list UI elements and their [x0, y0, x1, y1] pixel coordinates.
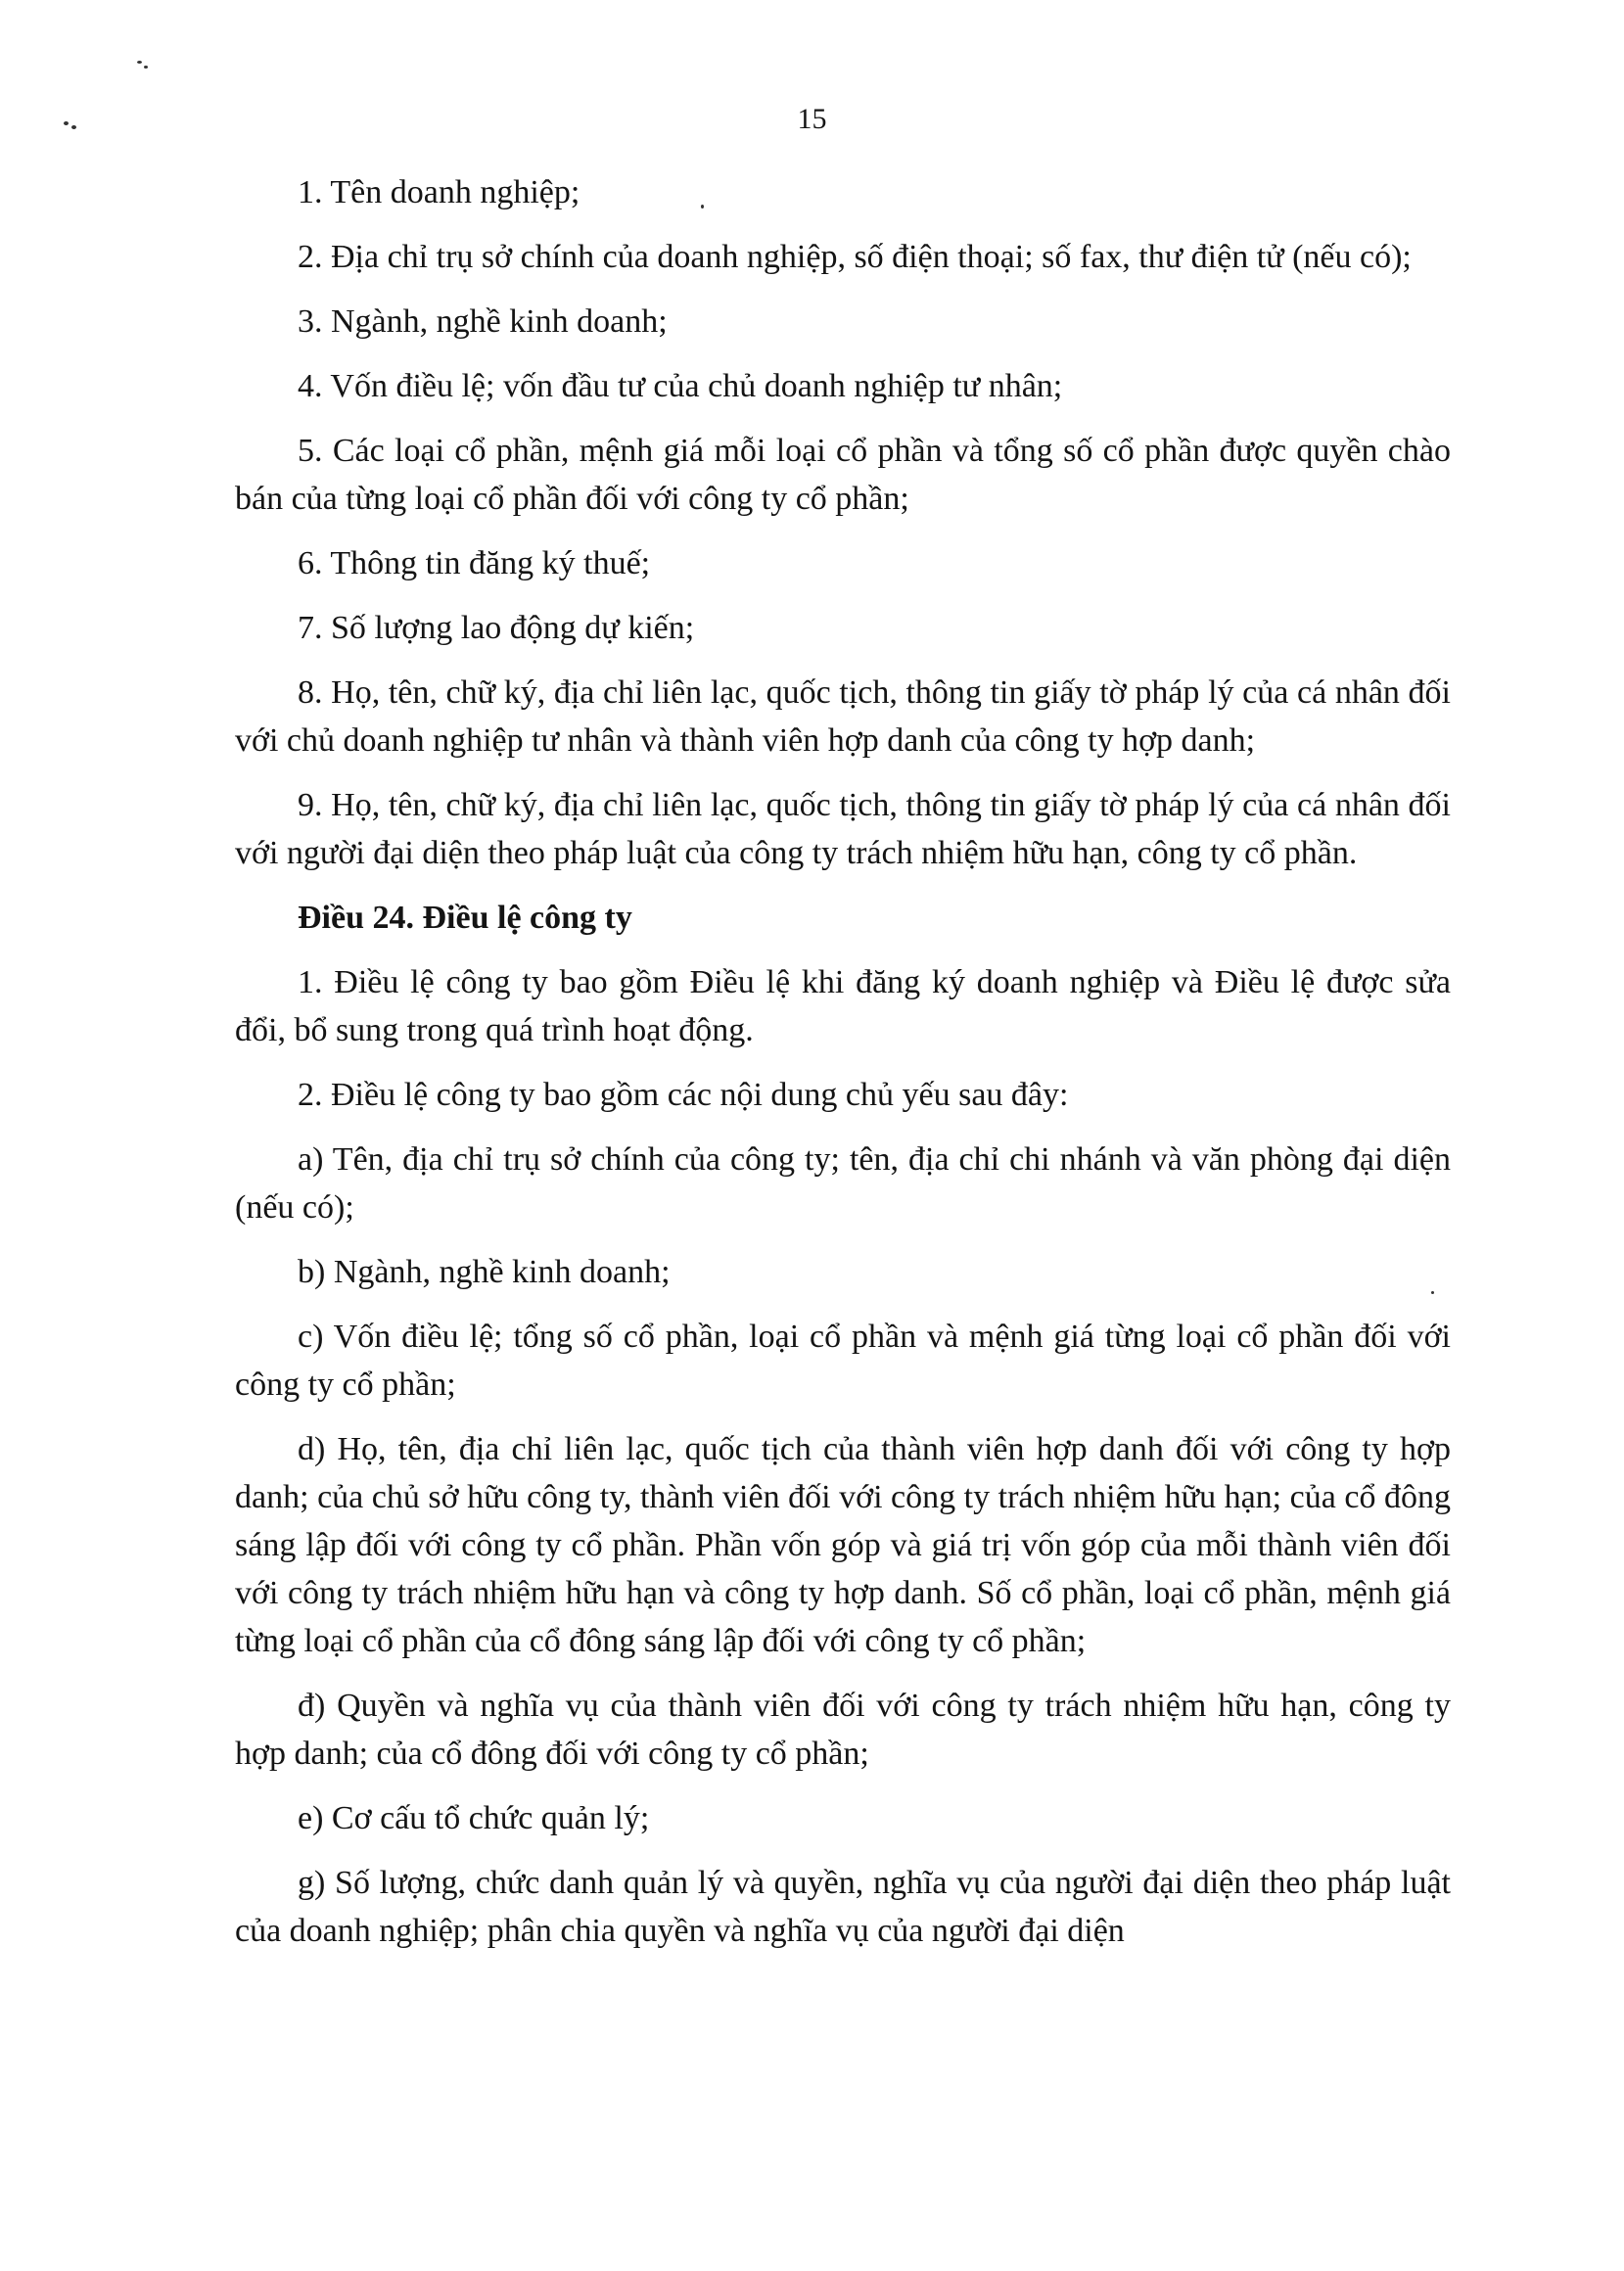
scan-speck: [144, 66, 148, 69]
list-item: 4. Vốn điều lệ; vốn đầu tư của chủ doanh nghiệp tư nhân;: [298, 368, 1063, 404]
list-item: 5. Các loại cổ phần, mệnh giá mỗi loại cổ phần và tổng số cổ phần được quyền chào bán của từng loại cổ phần đối với công ty cổ phần;: [235, 433, 1451, 517]
clause-point: a) Tên, địa chỉ trụ sở chính của công ty; tên, địa chỉ chi nhánh và văn phòng đại diện (nếu có);: [235, 1141, 1451, 1226]
page-number: 15: [797, 103, 827, 135]
list-item: 7. Số lượng lao động dự kiến;: [298, 610, 695, 646]
clause-point: e) Cơ cấu tổ chức quản lý;: [298, 1800, 650, 1836]
scan-speck: [137, 61, 142, 64]
list-item: 8. Họ, tên, chữ ký, địa chỉ liên lạc, quốc tịch, thông tin giấy tờ pháp lý của cá nhân đối với chủ doanh nghiệp tư nhân và thành viên hợp danh của công ty hợp danh;: [235, 674, 1451, 759]
clause-point: d) Họ, tên, địa chỉ liên lạc, quốc tịch của thành viên hợp danh đối với công ty hợp danh; của chủ sở hữu công ty, thành viên đối với công ty trách nhiệm hữu hạn; của cổ đông sáng lập đối với công ty cổ phần. Phần vốn góp và giá trị vốn góp của mỗi thành viên đối với công ty trách nhiệm hữu hạn và công ty hợp danh. Số cổ phần, loại cổ phần, mệnh giá từng loại cổ phần của cổ đông sáng lập đối với công ty cổ phần;: [235, 1431, 1451, 1659]
clause-point: b) Ngành, nghề kinh doanh;: [298, 1254, 671, 1290]
list-item: 9. Họ, tên, chữ ký, địa chỉ liên lạc, quốc tịch, thông tin giấy tờ pháp lý của cá nhân đối với người đại diện theo pháp luật của công ty trách nhiệm hữu hạn, công ty cổ phần.: [235, 787, 1451, 871]
document-body: [235, 168, 1451, 1971]
clause-point: c) Vốn điều lệ; tổng số cổ phần, loại cổ phần và mệnh giá từng loại cổ phần đối với công ty cổ phần;: [235, 1319, 1451, 1403]
clause-point: đ) Quyền và nghĩa vụ của thành viên đối với công ty trách nhiệm hữu hạn, công ty hợp danh; của cổ đông đối với công ty cổ phần;: [235, 1688, 1451, 1772]
list-item: 1. Tên doanh nghiệp;: [298, 174, 580, 210]
article-heading: Điều 24. Điều lệ công ty: [298, 900, 632, 936]
clause-1: 1. Điều lệ công ty bao gồm Điều lệ khi đăng ký doanh nghiệp và Điều lệ được sửa đổi, bổ sung trong quá trình hoạt động.: [235, 964, 1451, 1048]
clause-2: 2. Điều lệ công ty bao gồm các nội dung chủ yếu sau đây:: [298, 1077, 1069, 1113]
list-item: 2. Địa chỉ trụ sở chính của doanh nghiệp, số điện thoại; số fax, thư điện tử (nếu có);: [298, 239, 1412, 275]
list-item: 3. Ngành, nghề kinh doanh;: [298, 303, 668, 340]
clause-point: g) Số lượng, chức danh quản lý và quyền, nghĩa vụ của người đại diện theo pháp luật của doanh nghiệp; phân chia quyền và nghĩa vụ của người đại diện: [235, 1865, 1451, 1949]
list-item: 6. Thông tin đăng ký thuế;: [298, 545, 651, 581]
